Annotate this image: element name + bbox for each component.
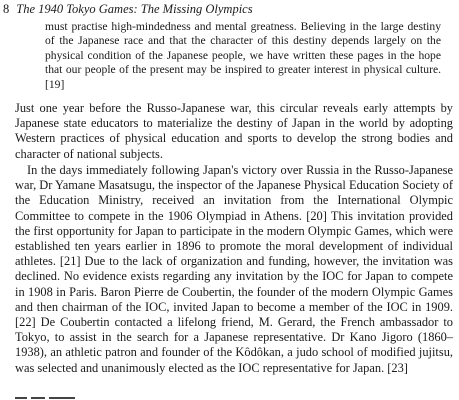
- body-paragraph: Just one year before the Russo-Japanese war, this circular reveals early attempts by Japanese state educators to materialize the destiny of Japan in the world by adopting Western practices of physical education and sports to develop the strong bodies and character of national subjects.: [15, 101, 453, 161]
- running-header: [3, 2, 253, 17]
- body-paragraph: In the days immediately following Japan's victory over Russia in the Russo-Japanese war, Dr Yamane Masatsugu, the inspector of the Japanese Physical Education Society of the Education Ministry, received an invitation from the International Olympic Committee to compete in the 1906 Olympiad in Athens. [20] This invitation provided the first opportunity for Japan to participate in the modern Olympic Games, which were established ten years earlier in 1896 to promote the moral development of individual athletes. [21] Due to the lack of organization and funding, however, the invitation was declined. No evidence exists regarding any invitation by the IOC for Japan to compete in 1908 in Paris. Baron Pierre de Coubertin, the founder of the modern Olympic Games and then chairman of the IOC, invited Japan to become a member of the IOC in 1909. [22] De Coubertin contacted a lifelong friend, M. Gerard, the French ambassador to Tokyo, to assist in the search for a Japanese representative. Dr Kano Jigoro (1860–1938), an athletic patron and founder of the Kôdôkan, a judo school of modified jujitsu, was selected and unanimously elected as the IOC representative for Japan. [23]: [15, 163, 453, 375]
- cropped-text-fragment: [15, 395, 75, 399]
- book-title: The 1940 Tokyo Games: The Missing Olympics: [16, 2, 253, 16]
- block-quote: must practise high-mindedness and mental greatness. Believing in the large destiny of the Japanese race and that the character of this destiny depends largely on the physical condition of the Japanese people, we have written these pages in the hope that our people of the present may be inspired to greater interest in physical culture. [19]: [45, 20, 441, 91]
- page-number: 8: [3, 2, 10, 16]
